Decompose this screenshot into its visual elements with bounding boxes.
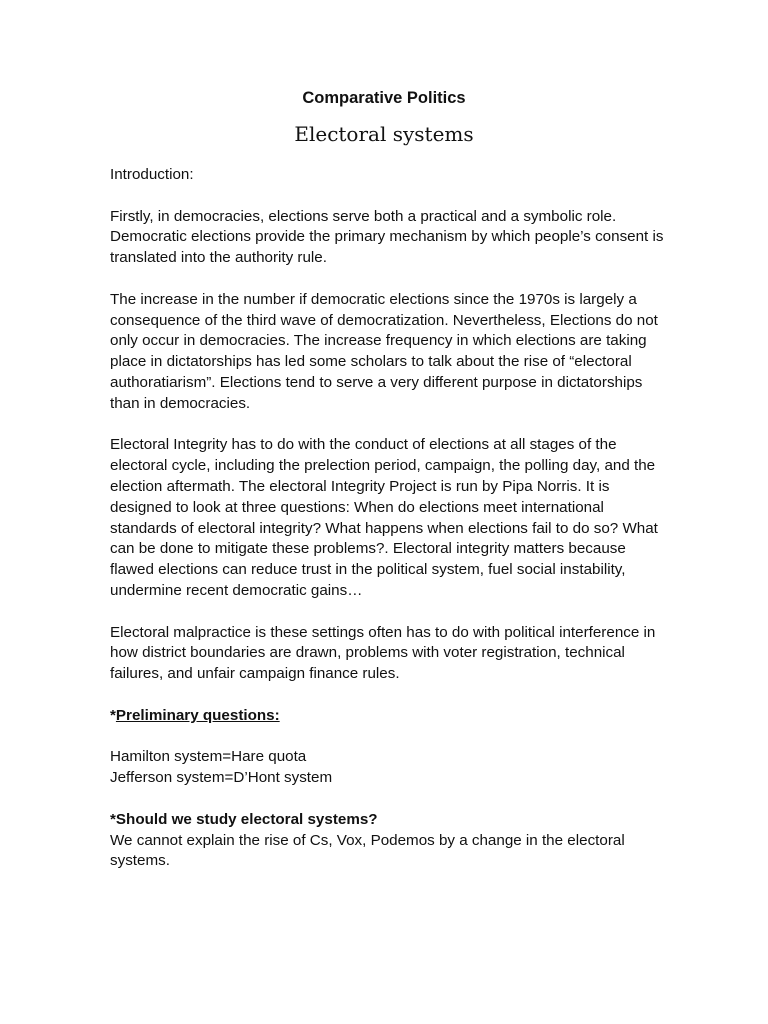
paragraph-practical-symbolic: Firstly, in democracies, elections serve both a practical and a symbolic role. Democratic elections provide the primary mechanism by which people’s consent is translated into the authority rule. — [110, 207, 664, 267]
study-electoral-systems-text: We cannot explain the rise of Cs, Vox, Podemos by a change in the electoral systems. — [110, 831, 625, 870]
preliminary-heading-text: Preliminary questions: — [115, 706, 280, 724]
preliminary-asterisk: * — [110, 706, 116, 724]
course-title: Comparative Politics — [302, 89, 466, 107]
jefferson-system-line: Jefferson system=D’Hont system — [110, 769, 333, 787]
document-body — [110, 165, 670, 893]
paragraph-electoral-integrity: Electoral Integrity has to do with the conduct of elections at all stages of the electoral cycle, including the prelection period, campaign, the polling day, and the election aftermath. The electoral Integrity Project is run by Pipa Norris. It is designed to look at three questions: When do elections meet international standards of electoral integrity? What happens when elections fail to do so? What can be done to mitigate these problems?. Electoral integrity matters because flawed elections can reduce trust in the political system, fuel social instability, undermine recent democratic gains… — [110, 436, 658, 599]
paragraph-electoral-malpractice: Electoral malpractice is these settings often has to do with political interference in how district boundaries are drawn, problems with voter registration, technical failures, and unfair campaign finance rules. — [110, 623, 656, 683]
introduction-label: Introduction: — [110, 166, 194, 183]
preliminary-questions-heading — [110, 706, 670, 727]
document-title: Electoral systems — [294, 122, 474, 146]
hamilton-system-line: Hamilton system=Hare quota — [110, 748, 307, 766]
study-electoral-systems-heading: *Should we study electoral systems? — [110, 810, 378, 828]
paragraph-democratic-elections: The increase in the number if democratic elections since the 1970s is largely a consequence of the third wave of democratization. Nevertheless, Elections do not only occur in democracies. The increase frequency in which elections are taking place in dictatorships has led some scholars to talk about the rise of “electoral authoratiarism”. Elections tend to serve a very different purpose in dictatorships than in democracies. — [110, 290, 658, 412]
